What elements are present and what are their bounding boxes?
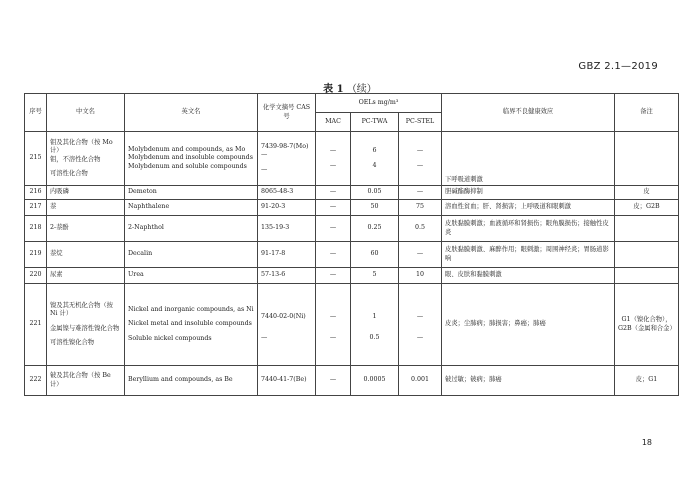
cell-mac: — (316, 186, 351, 200)
cell-stel (399, 132, 442, 186)
cell-cas: 91-20-3 (258, 200, 316, 216)
cell-text: Soluble nickel compounds (128, 334, 212, 342)
cell-effect: 下呼吸道刺激 (442, 132, 615, 186)
col-mac: MAC (316, 113, 351, 132)
cell-en: Urea (125, 268, 258, 284)
cell-mac (316, 132, 351, 186)
cell-stel: 75 (399, 200, 442, 216)
cell-note (615, 268, 679, 284)
cell-text: 4 (372, 161, 377, 169)
cell-en: Demeton (125, 186, 258, 200)
cell-text: Molybdenum and soluble compounds (128, 162, 247, 170)
cell-cn: 2-萘酚 (47, 216, 125, 242)
cell-text: 可溶性化合物 (50, 169, 88, 177)
cell-en (125, 132, 258, 186)
cell-stel: 0.5 (399, 216, 442, 242)
cell-stel: — (399, 186, 442, 200)
cell-text: 6 (372, 147, 377, 155)
col-en: 英文名 (125, 94, 258, 132)
cell-text: 1 (372, 313, 377, 321)
table-row (25, 216, 679, 242)
table-row (25, 132, 679, 186)
cell-text: 钼，不溶性化合物 (50, 155, 101, 163)
cell-en: Decalin (125, 242, 258, 268)
cell-cas: 135-19-3 (258, 216, 316, 242)
cell-note (615, 132, 679, 186)
cell-mac: — (316, 268, 351, 284)
cell-text: 7440-02-0(Ni) (261, 313, 306, 321)
cell-note: G1（镍化合物），G2B（金属和合金） (615, 284, 679, 366)
cell-stel: 10 (399, 268, 442, 284)
cell-cn: 萘 (47, 200, 125, 216)
cell-text: 0.5 (369, 333, 380, 341)
cell-note (615, 242, 679, 268)
cell-twa: 60 (351, 242, 399, 268)
cell-text: 金属镍与难溶性镍化合物 (50, 324, 120, 332)
cell-text: — (329, 147, 337, 155)
col-seq: 序号 (25, 94, 47, 132)
cell-seq: 217 (25, 200, 47, 216)
cell-twa: 50 (351, 200, 399, 216)
cell-cn (47, 284, 125, 366)
cell-mac: — (316, 242, 351, 268)
cell-text: — (329, 161, 337, 169)
cell-text: — (261, 151, 268, 159)
page-number: 18 (641, 438, 652, 447)
cell-stel: 0.001 (399, 366, 442, 396)
col-twa: PC-TWA (351, 113, 399, 132)
cell-seq: 215 (25, 132, 47, 186)
cell-mac: — (316, 200, 351, 216)
cell-text: Molybdenum and insoluble compounds (128, 154, 253, 162)
cell-mac: — (316, 216, 351, 242)
cell-text: Nickel and inorganic compounds, as Ni (128, 306, 254, 314)
table-row (25, 186, 679, 200)
cell-text: Nickel metal and insoluble compounds (128, 320, 252, 328)
col-oel: OELs mg/m³ (316, 94, 442, 113)
col-stel: PC-STEL (399, 113, 442, 132)
cell-cn (47, 132, 125, 186)
cell-cas (258, 132, 316, 186)
cell-en: Beryllium and compounds, as Be (125, 366, 258, 396)
cell-seq: 222 (25, 366, 47, 396)
cell-text: 钼及其化合物（按 Mo 计） (50, 139, 113, 155)
table-label: 表 1 (323, 84, 344, 95)
oel-table (24, 93, 679, 396)
cell-text: — (416, 147, 424, 155)
cell-text: 可溶性镍化合物 (50, 338, 95, 346)
cell-seq: 218 (25, 216, 47, 242)
cell-mac: — (316, 366, 351, 396)
cell-text: Molybdenum and compounds, as Mo (128, 146, 246, 154)
cell-cn: 尿素 (47, 268, 125, 284)
cell-twa (351, 284, 399, 366)
cell-effect: 眼、皮肤和黏膜刺激 (442, 268, 615, 284)
cell-twa (351, 132, 399, 186)
cell-twa: 0.0005 (351, 366, 399, 396)
col-note: 备注 (615, 94, 679, 132)
cell-text: — (416, 161, 424, 169)
cell-cn: 铍及其化合物（按 Be 计） (47, 366, 125, 396)
cell-effect: 胆碱酯酶抑制 (442, 186, 615, 200)
cell-cas: 57-13-6 (258, 268, 316, 284)
table-row (25, 242, 679, 268)
standard-code: GBZ 2.1—2019 (578, 61, 658, 72)
col-cn: 中文名 (47, 94, 125, 132)
cell-text: — (261, 333, 268, 341)
cell-cn: 内吸磷 (47, 186, 125, 200)
cell-seq: 220 (25, 268, 47, 284)
cell-effect: 皮肤黏膜刺激；血液循环和肾损伤；眼角膜损伤；接触性皮炎 (442, 216, 615, 242)
cell-text: — (329, 333, 337, 341)
cell-cas (258, 284, 316, 366)
cell-seq: 219 (25, 242, 47, 268)
cell-cn: 萘烷 (47, 242, 125, 268)
col-cas: 化学文摘号 CAS 号 (258, 94, 316, 132)
cell-text: 镍及其无机化合物（按 Ni 计） (50, 302, 113, 318)
cell-cas: 7440-41-7(Be) (258, 366, 316, 396)
cell-text: — (416, 313, 424, 321)
cell-effect: 铍过敏；铍病；肺癌 (442, 366, 615, 396)
table-row (25, 366, 679, 396)
cell-twa: 5 (351, 268, 399, 284)
cell-cas: 8065-48-3 (258, 186, 316, 200)
cell-text: 7439-98-7(Mo) (261, 143, 309, 151)
cell-text: — (416, 333, 424, 341)
cell-note (615, 216, 679, 242)
cell-effect: 溶血性贫血；肝、肾损害；上呼吸道和眼刺激 (442, 200, 615, 216)
cell-note: 皮；G2B (615, 200, 679, 216)
cell-text: — (329, 313, 337, 321)
cell-en: Naphthalene (125, 200, 258, 216)
cell-cas: 91-17-8 (258, 242, 316, 268)
cell-effect: 皮肤黏膜刺激、麻醉作用；眼刺激；周围神经炎；胃肠道影响 (442, 242, 615, 268)
cell-note: 皮 (615, 186, 679, 200)
cell-text: — (261, 165, 268, 173)
cell-twa: 0.05 (351, 186, 399, 200)
cell-en: 2-Naphthol (125, 216, 258, 242)
cell-mac (316, 284, 351, 366)
table-row (25, 284, 679, 366)
cell-seq: 221 (25, 284, 47, 366)
cell-note: 皮；G1 (615, 366, 679, 396)
cell-twa: 0.25 (351, 216, 399, 242)
cell-en (125, 284, 258, 366)
cell-stel (399, 284, 442, 366)
cell-effect: 皮炎；尘肺病；肺损害；鼻癌；肺癌 (442, 284, 615, 366)
table-continued: （续） (346, 84, 377, 95)
cell-seq: 216 (25, 186, 47, 200)
cell-stel: — (399, 242, 442, 268)
table-row (25, 200, 679, 216)
col-effect: 临界不良健康效应 (442, 94, 615, 132)
table-row (25, 268, 679, 284)
